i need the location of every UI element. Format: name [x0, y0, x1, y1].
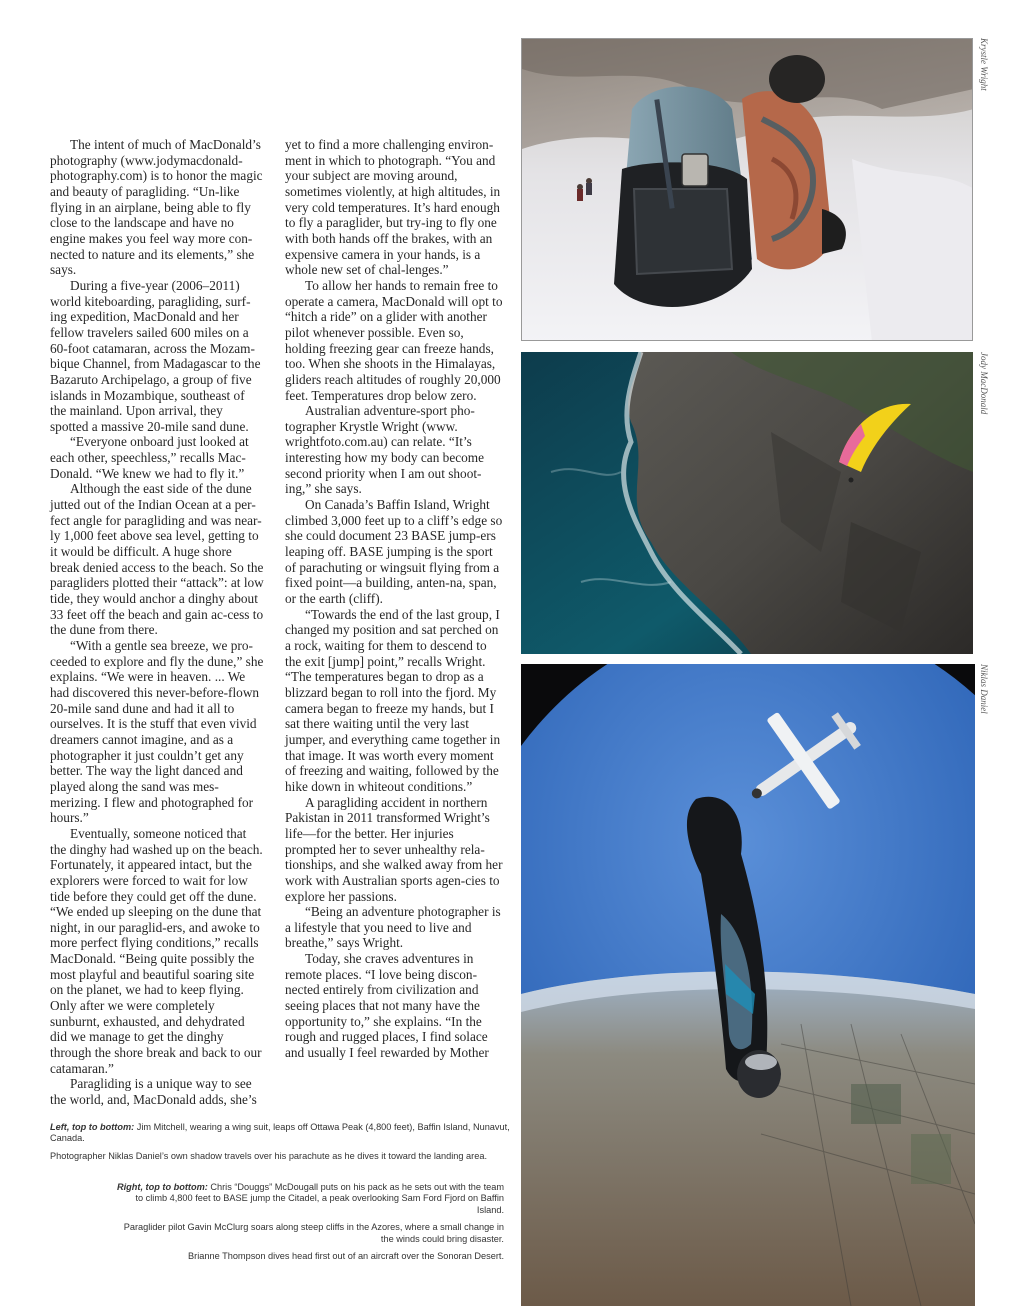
- caption-text: Chris “Douggs” McDougall puts on his pack as he sets out with the team to climb 4,800 feet to BASE jump the Citadel, a peak overlooking Sam Ford Fjord on Baffin Island.: [135, 1182, 504, 1215]
- paragraph: A paragliding accident in northern Pakistan in 2011 transformed Wright’s life—for the better. Her injuries prompted her to sever unhealthy rela-tionships, and she walked away from her work with Australian sports agen-cies to explore her passions.: [285, 794, 503, 904]
- caption-text: Jim Mitchell, wearing a wing suit, leaps off Ottawa Peak (4,800 feet), Baffin Island, Nunavut, Canada.: [50, 1122, 510, 1144]
- article-column-1: [50, 137, 264, 1108]
- photo-hiker-snow-graphic: [522, 39, 973, 341]
- photo-credit-3: Niklas Daniel: [979, 664, 989, 714]
- photo-hiker-snow: [521, 38, 973, 341]
- paragraph: On Canada’s Baffin Island, Wright climbed 3,000 feet up to a cliff’s edge so she could document 23 BASE jump-ers leaping off. BASE jumping is the sport of parachuting or wingsuit flying from a fixed point—a building, anten-na, span, or the earth (cliff).: [285, 497, 503, 607]
- paragraph: Eventually, someone noticed that the dinghy had washed up on the beach. Fortunately, it appeared intact, but the explorers were forced to wait for low tide before they could get off the dune. “We ended up sleeping on the dune that night, in our paraglid-ers, and awoke to more perfect flying conditions,” recalls MacDonald. “Being quite possibly the most playful and beautiful soaring site on the planet, we had to keep flying. Only after we were completely sunburnt, exhausted, and dehydrated did we manage to get the dinghy through the shore break and back to our catamaran.”: [50, 825, 263, 1076]
- caption-lead: Left, top to bottom:: [50, 1122, 135, 1132]
- paragraph: “Everyone onboard just looked at each other, speechless,” recalls Mac-Donald. “We knew we had to fly it.”: [50, 434, 249, 481]
- paragraph: yet to find a more challenging environ-ment in which to photograph. “You and your subject are moving around, sometimes violently, at high altitudes, in very cold temperatures. It’s hard enough to fly a paraglider, but try-ing to fly one with both hands off the brakes, with an expensive camera in your hands, is a whole new set of chal-lenges.”: [285, 137, 501, 278]
- paragraph: During a five-year (2006–2011) world kiteboarding, paragliding, surf-ing expedition, MacDonald and her fellow travelers sailed 600 miles on a 60-foot catamaran, across the Mozam-bique Channel, from Madagascar to the Bazaruto Archipelago, a group of five islands in Mozambique, southeast of the mainland. Upon arrival, they spotted a massive 20-mile sand dune.: [50, 277, 261, 434]
- photo-skydiver-aircraft-graphic: [521, 664, 975, 1306]
- caption-lead: Right, top to bottom:: [116, 1182, 208, 1192]
- paragraph: To allow her hands to remain free to operate a camera, MacDonald will opt to “hitch a ride” on a glider with another pilot whenever possible. Even so, holding freezing gear can freeze hands, too. When she shoots in the Himalayas, gliders reach altitudes of roughly 20,000 feet. Temperatures drop below zero.: [285, 277, 503, 403]
- photo-paraglider-cliffs-graphic: [521, 352, 973, 654]
- caption-right-item: Brianne Thompson dives head first out of an aircraft over the Sonoran Desert.: [188, 1251, 504, 1262]
- caption-left: [50, 1122, 510, 1168]
- article-column-2: [285, 137, 503, 1061]
- paragraph: Australian adventure-sport pho-tographer Krystle Wright (www. wrightfoto.com.au) can relate. “It’s interesting how my body can become second priority when I am out shoot-ing,” she says.: [285, 403, 485, 497]
- caption-left-item: Photographer Niklas Daniel’s own shadow travels over his parachute as he dives it toward the landing area.: [50, 1150, 487, 1161]
- paragraph: “Being an adventure photographer is a lifestyle that you need to live and breathe,” says Wright.: [285, 904, 501, 951]
- photo-credit-2: Jody MacDonald: [979, 352, 989, 415]
- paragraph: The intent of much of MacDonald’s photography (www.jodymacdonald-photography.com) is to honor the magic and beauty of paragliding. “Un-like flying in an airplane, being able to fly close to the landscape and have no engine makes you feel way more con-nected to nature and its elements,” she says.: [50, 137, 263, 278]
- paragraph: Paragliding is a unique way to see the world, and, MacDonald adds, she’s: [50, 1076, 257, 1108]
- photo-credit-1: Krystle Wright: [979, 38, 989, 91]
- paragraph: Today, she craves adventures in remote places. “I love being discon-nected entirely from civilization and seeing places that not many have the opportunity to,” she explains. “In the rough and rugged places, I find solace and usually I feel rewarded by Mother: [285, 951, 489, 1061]
- caption-right-item: Paraglider pilot Gavin McClurg soars along steep cliffs in the Azores, where a small change in the winds could bring disaster.: [123, 1222, 504, 1244]
- caption-right-item: [112, 1182, 504, 1216]
- paragraph: “With a gentle sea breeze, we pro-ceeded to explore and fly the dune,” she explains. “We were in heaven. ... We had discovered this never-before-flown 20-mile sand dune and had it all to ourselves. It is the stuff that even vivid dreamers cannot imagine, and as a photographer it just couldn’t get any better. The way the light danced and played along the sand was mes-merizing. I flew and photographed for hours.”: [50, 638, 264, 826]
- photo-skydiver-aircraft: [521, 664, 975, 1306]
- caption-right: [112, 1182, 504, 1268]
- paragraph: “Towards the end of the last group, I changed my position and sat perched on a rock, waiting for them to descend to the exit [jump] point,” recalls Wright. “The temperatures began to drop as a blizzard began to roll into the fjord. My camera began to freeze my hands, but I sat there waiting until the very last jumper, and everything came together in that image. It was worth every moment of freezing and waiting, followed by the hike down in whiteout conditions.”: [285, 606, 501, 794]
- caption-left-item: [50, 1122, 510, 1145]
- paragraph: Although the east side of the dune jutted out of the Indian Ocean at a per-fect angle for paragliding and was near-ly 1,000 feet above sea level, getting to it would be difficult. A huge shore break denied access to the beach. So the paragliders plotted their “attack”: at low tide, they would anchor a dinghy about 33 feet off the beach and gain ac-cess to the dune from there.: [50, 481, 264, 638]
- photo-paraglider-cliffs: [521, 352, 973, 654]
